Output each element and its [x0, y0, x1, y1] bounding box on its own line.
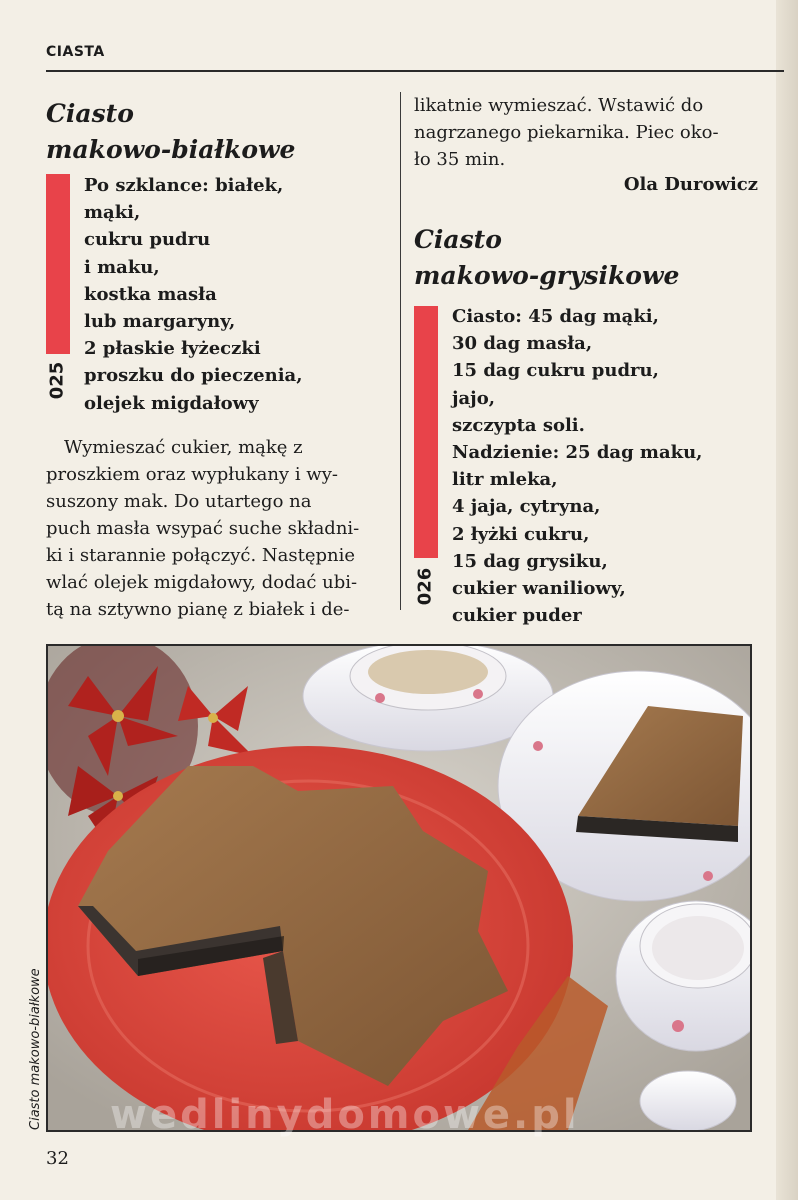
instruction-line: ło 35 min.	[414, 149, 506, 170]
recipe-1-number: 025	[46, 361, 68, 400]
ingredient-item: 2 łyżki cukru,	[452, 523, 590, 545]
ingredient-item: cukier waniliowy,	[452, 578, 626, 600]
instruction-line: nagrzanego piekarnika. Piec oko-	[414, 122, 719, 143]
instruction-line: ki i starannie połączyć. Następnie	[46, 545, 356, 566]
column-divider	[400, 92, 401, 610]
recipe-1-red-bar	[46, 174, 70, 354]
recipe-1-instructions-continued	[414, 92, 758, 173]
recipe-2-title-line-2: makowo-grysikowe	[414, 261, 680, 290]
recipe-2-number: 026	[414, 567, 436, 606]
ingredient-item: 4 jaja, cytryna,	[452, 496, 601, 518]
page-edge	[776, 0, 798, 1200]
recipe-1-ingredients	[84, 172, 302, 417]
instruction-line: tą na sztywno pianę z białek i de-	[46, 599, 350, 620]
instruction-line: likatnie wymieszać. Wstawić do	[414, 95, 704, 116]
page-number: 32	[46, 1148, 69, 1169]
recipe-1-author: Ola Durowicz	[623, 174, 758, 195]
ingredient-item: Po szklance: białek,	[84, 175, 284, 196]
ingredient-item: cukru pudru	[84, 229, 211, 251]
top-rule	[46, 70, 784, 72]
ingredient-item: 30 dag masła,	[452, 333, 593, 355]
ingredient-item: 2 płaskie łyżeczki	[84, 338, 261, 360]
ingredient-item: cukier puder	[452, 605, 582, 627]
section-label: CIASTA	[46, 44, 105, 60]
recipe-1-title-line-2: makowo-białkowe	[46, 135, 296, 164]
ingredient-item: lub margaryny,	[84, 311, 236, 333]
ingredient-item: Nadzienie: 25 dag maku,	[452, 442, 703, 464]
ingredient-item: litr mleka,	[452, 469, 558, 491]
watermark: wedlinydomowe.pl	[110, 1092, 580, 1138]
instruction-line: proszkiem oraz wypłukany i wy-	[46, 464, 338, 485]
cake-photo-illustration	[48, 646, 750, 1130]
instruction-line: wlać olejek migdałowy, dodać ubi-	[46, 572, 358, 593]
ingredient-item: i maku,	[84, 256, 160, 278]
ingredient-item: szczypta soli.	[452, 414, 585, 436]
side-caption: Ciasto makowo-białkowe	[28, 968, 43, 1130]
ingredient-item: olejek migdałowy	[84, 392, 259, 414]
recipe-2-red-bar	[414, 306, 438, 558]
ingredient-item: 15 dag grysiku,	[452, 550, 608, 572]
ingredient-item: Ciasto: 45 dag mąki,	[452, 306, 659, 327]
cake-photo	[46, 644, 752, 1132]
ingredient-item: jajo,	[452, 387, 495, 409]
recipe-2-title-line-1: Ciasto	[414, 225, 502, 254]
instruction-line: Wymieszać cukier, mąkę z	[64, 437, 303, 458]
ingredient-item: proszku do pieczenia,	[84, 365, 303, 387]
recipe-1-instructions	[46, 434, 388, 623]
recipe-1-title	[46, 96, 295, 168]
recipe-2-ingredients	[452, 303, 702, 629]
instruction-line: puch masła wsypać suche składni-	[46, 518, 360, 539]
recipe-1-title-line-1: Ciasto	[46, 99, 134, 128]
instruction-line: suszony mak. Do utartego na	[46, 491, 312, 512]
ingredient-item: 15 dag cukru pudru,	[452, 360, 659, 382]
ingredient-item: kostka masła	[84, 283, 217, 305]
recipe-2-title	[414, 222, 679, 294]
ingredient-item: mąki,	[84, 202, 141, 224]
